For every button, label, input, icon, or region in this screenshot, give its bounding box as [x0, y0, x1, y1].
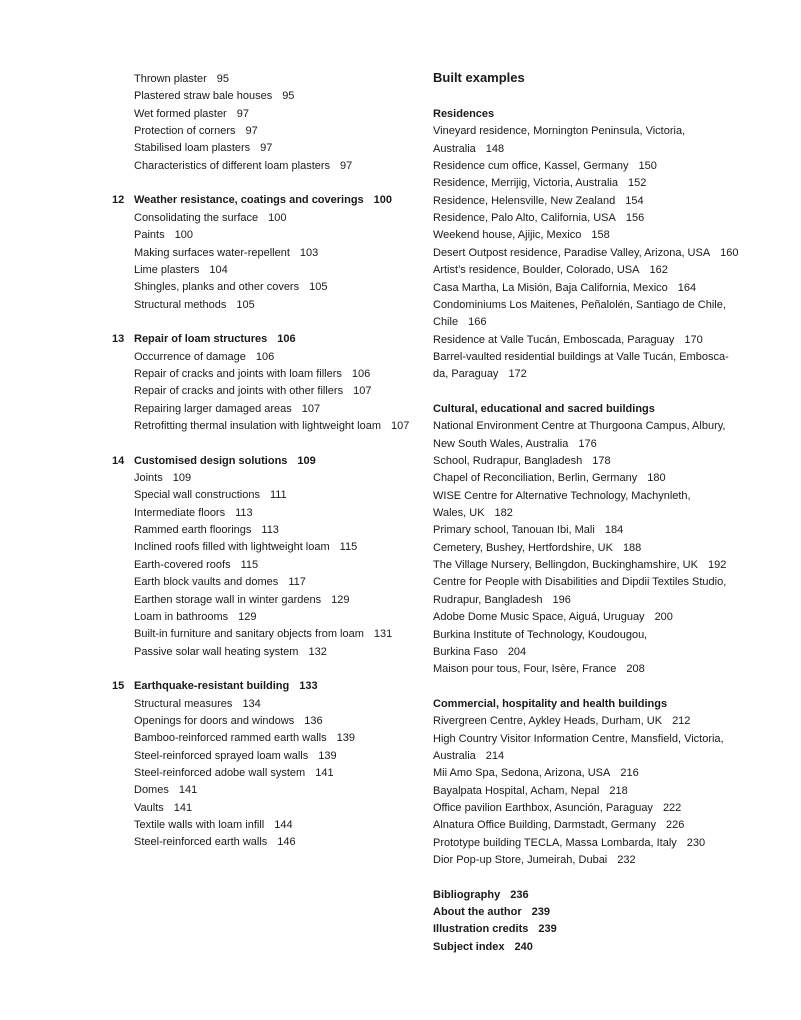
entry-title: Paints: [134, 229, 165, 242]
entry-title: Australia: [433, 749, 476, 762]
toc-entry: [433, 333, 703, 347]
toc-entry: [134, 159, 352, 173]
page-number: 162: [649, 264, 668, 277]
page-number: 152: [628, 177, 647, 190]
entry-title: Residence, Helensville, New Zealand: [433, 194, 616, 207]
toc-entry: [433, 124, 685, 138]
page-number: 131: [373, 628, 393, 641]
toc-entry: [433, 159, 657, 173]
entry-title: Rivergreen Centre, Aykley Heads, Durham, UK: [433, 715, 663, 728]
toc-entry: [433, 853, 636, 867]
toc-entry: [433, 645, 526, 659]
page-number: 226: [665, 819, 685, 832]
page-number: 239: [531, 906, 550, 919]
entry-title: Shingles, planks and other covers: [134, 281, 300, 294]
entry-title: Passive solar wall heating system: [134, 645, 299, 658]
chapter-title: [134, 679, 318, 693]
page-number: 172: [508, 368, 527, 381]
entry-title: Weather resistance, coatings and coverings: [134, 194, 364, 207]
entry-title: Condominiums Los Maitenes, Peñalolén, Santiago de Chile,: [433, 298, 726, 311]
entry-title: The Village Nursery, Bellingdon, Buckinghamshire, UK: [433, 559, 698, 572]
entry-title: About the author: [433, 906, 522, 919]
page-number: 129: [331, 593, 350, 606]
entry-title: Earthquake-resistant building: [134, 680, 290, 693]
toc-entry: [134, 107, 249, 121]
toc-entry: [433, 732, 724, 746]
entry-title: Thrown plaster: [134, 73, 207, 85]
entry-title: Barrel-vaulted residential buildings at Valle Tucán, Embosca-: [433, 350, 729, 363]
page-number: 113: [261, 524, 279, 537]
toc-entry: [433, 315, 486, 329]
entry-title: Residence, Palo Alto, California, USA: [433, 212, 616, 225]
page-number: 97: [245, 125, 258, 138]
entry-title: Structural methods: [134, 298, 227, 311]
toc-entry: [134, 714, 323, 728]
entry-title: Repair of loam structures: [134, 333, 268, 346]
entry-title: Subject index: [433, 940, 505, 953]
page-number: 115: [339, 541, 358, 554]
toc-entry: [134, 645, 327, 659]
page-number: 184: [604, 524, 624, 537]
entry-title: Textile walls with loam infill: [134, 819, 265, 832]
entry-title: Prototype building TECLA, Massa Lombarda, Italy: [433, 836, 677, 849]
page-number: 109: [297, 454, 316, 467]
subsection-heading: Residences: [433, 108, 495, 120]
page-number: 111: [269, 489, 287, 502]
toc-entry: [433, 714, 690, 728]
page-number: 97: [236, 107, 249, 120]
entry-title: Office pavilion Earthbox, Asunción, Paraguay: [433, 802, 653, 814]
toc-entry: [433, 437, 597, 451]
page-number: 150: [638, 160, 657, 173]
page-number: 106: [255, 350, 275, 363]
page-number: 180: [647, 472, 666, 485]
toc-entry: [134, 540, 357, 554]
entry-title: Joints: [134, 472, 163, 485]
toc-entry: [134, 211, 287, 225]
chapter-number: 13: [112, 333, 125, 346]
page-number: 178: [592, 455, 611, 467]
toc-entry: [433, 523, 623, 537]
toc-entry: [433, 541, 641, 555]
toc-entry: [134, 506, 253, 520]
entry-title: Repair of cracks and joints with loam fillers: [134, 367, 342, 380]
page-number: 208: [626, 663, 645, 676]
entry-title: Vaults: [134, 801, 164, 814]
entry-title: High Country Visitor Information Centre, Mansfield, Victoria,: [433, 732, 724, 745]
entry-title: Plastered straw bale houses: [134, 90, 273, 103]
page-number: 144: [274, 819, 293, 832]
toc-entry: [134, 558, 258, 572]
toc-entry: [433, 489, 691, 503]
toc-entry: [134, 367, 370, 381]
page-number: 240: [514, 940, 533, 953]
page-number: 188: [622, 541, 642, 554]
entry-title: Rudrapur, Bangladesh: [433, 593, 543, 606]
chapter-title: [134, 454, 316, 468]
page-number: 200: [654, 611, 673, 624]
entry-title: Alnatura Office Building, Darmstadt, Germany: [433, 819, 656, 832]
page-number: 164: [677, 281, 697, 294]
page-number: 141: [178, 784, 198, 797]
toc-entry: [134, 246, 318, 260]
toc-entry: [433, 471, 666, 485]
toc-entry: [433, 263, 668, 277]
toc-entry: [134, 801, 192, 815]
toc-entry: [433, 228, 610, 242]
entry-title: Earthen storage wall in winter gardens: [134, 593, 322, 606]
page-number: 166: [468, 316, 487, 329]
chapter-number: 15: [112, 680, 125, 693]
entry-title: Special wall constructions: [134, 489, 260, 502]
toc-entry: [433, 298, 726, 312]
entry-title: Residence at Valle Tucán, Emboscada, Paraguay: [433, 333, 675, 346]
page-number: 239: [538, 923, 557, 936]
toc-entry: [134, 731, 355, 745]
toc-entry: [134, 402, 320, 416]
entry-title: Adobe Dome Music Space, Aiguá, Uruguay: [433, 611, 645, 624]
toc-entry: [134, 610, 257, 624]
page-number: 105: [309, 281, 328, 294]
page-number: 139: [336, 732, 355, 745]
toc-entry: [433, 281, 696, 295]
toc-entry: [134, 523, 279, 537]
entry-title: Repairing larger damaged areas: [134, 402, 292, 415]
entry-title: Stabilised loam plasters: [134, 142, 251, 155]
entry-title: Steel-reinforced sprayed loam walls: [134, 749, 309, 762]
toc-entry: [433, 246, 739, 260]
page-number: 232: [617, 854, 636, 867]
entry-title: Artist’s residence, Boulder, Colorado, USA: [433, 264, 640, 277]
page-number: 204: [507, 645, 527, 658]
entry-title: Loam in bathrooms: [134, 610, 229, 623]
page-number: 218: [609, 784, 628, 797]
entry-title: Making surfaces water-repellent: [134, 246, 290, 259]
page-number: 170: [684, 333, 703, 346]
toc-entry: [433, 801, 681, 815]
entry-title: Mii Amo Spa, Sedona, Arizona, USA: [433, 767, 611, 780]
entry-title: Built-in furniture and sanitary objects from loam: [134, 628, 364, 641]
toc-entry: [433, 610, 673, 624]
toc-entry: [134, 835, 296, 849]
entry-title: Protection of corners: [134, 125, 236, 138]
toc-entry: [134, 575, 306, 589]
toc-entry: [134, 89, 294, 103]
entry-title: Chapel of Reconciliation, Berlin, Germany: [433, 472, 638, 485]
toc-entry: [134, 72, 229, 86]
entry-title: National Environment Centre at Thurgoona Campus, Albury,: [433, 420, 726, 433]
page-number: 134: [242, 697, 261, 710]
entry-title: Wet formed plaster: [134, 107, 227, 120]
toc-entry: [134, 488, 287, 502]
toc-entry: [134, 228, 193, 242]
entry-title: New South Wales, Australia: [433, 437, 569, 450]
entry-title: Consolidating the surface: [134, 211, 259, 224]
toc-entry: [433, 506, 513, 520]
toc-entry: [433, 575, 726, 589]
page-number: 148: [485, 142, 505, 155]
toc-entry: [134, 627, 392, 641]
page-number: 156: [625, 212, 645, 225]
toc-entry: [433, 367, 527, 381]
toc-entry: [134, 766, 334, 780]
entry-title: da, Paraguay: [433, 368, 499, 381]
page-number: 103: [299, 246, 319, 259]
page-number: 100: [268, 211, 287, 224]
toc-entry: [433, 593, 571, 607]
toc-entry: [433, 194, 644, 208]
entry-title: Domes: [134, 784, 169, 797]
page-number: 146: [277, 836, 296, 849]
page-number: 113: [235, 506, 253, 519]
page-number: 132: [308, 645, 327, 658]
back-matter-entry: [433, 905, 550, 919]
entry-title: Earth-covered roofs: [134, 558, 231, 571]
toc-entry: [134, 749, 337, 763]
entry-title: Primary school, Tanouan Ibi, Mali: [433, 524, 595, 537]
toc-entry: [433, 818, 684, 832]
chapter-title: [134, 332, 296, 346]
entry-title: Dior Pop-up Store, Jumeirah, Dubai: [433, 854, 608, 867]
page-number: 212: [672, 715, 691, 728]
entry-title: Inclined roofs filled with lightweight loam: [134, 541, 330, 554]
entry-title: Wales, UK: [433, 507, 485, 520]
page-number: 196: [552, 593, 571, 606]
toc-entry: [134, 263, 228, 277]
entry-title: Residence cum office, Kassel, Germany: [433, 160, 629, 173]
entry-title: Casa Martha, La Misión, Baja California, Mexico: [433, 281, 668, 294]
subsection-heading: Cultural, educational and sacred buildings: [433, 402, 655, 415]
page-number: 230: [686, 836, 706, 849]
page-number: 107: [353, 385, 372, 398]
toc-entry: [433, 749, 504, 763]
toc-entry: [134, 697, 261, 711]
toc-entry: [134, 384, 371, 398]
toc-entry: [134, 124, 258, 138]
entry-title: Illustration credits: [433, 923, 529, 936]
toc-entry: [433, 558, 726, 572]
page-number: 106: [277, 333, 296, 346]
toc-entry: [433, 836, 705, 850]
entry-title: Burkina Faso: [433, 645, 498, 658]
page-number: 97: [260, 142, 273, 155]
page-number: 100: [373, 194, 393, 207]
page-number: 176: [578, 437, 597, 450]
entry-title: WISE Centre for Alternative Technology, Machynleth,: [433, 489, 691, 502]
toc-entry: [134, 818, 293, 832]
entry-title: Earth block vaults and domes: [134, 576, 279, 589]
page-number: 115: [240, 558, 259, 571]
entry-title: Desert Outpost residence, Paradise Valley, Arizona, USA: [433, 246, 711, 259]
chapter-number: 12: [112, 194, 125, 207]
page-number: 97: [340, 159, 353, 172]
page-number: 160: [720, 246, 739, 259]
entry-title: Centre for People with Disabilities and Dipdii Textiles Studio,: [433, 576, 727, 589]
page-number: 154: [625, 194, 644, 207]
entry-title: Maison pour tous, Four, Isère, France: [433, 663, 617, 676]
entry-title: Chile: [433, 316, 459, 329]
entry-title: Australia: [433, 142, 476, 155]
back-matter-entry: [433, 922, 557, 936]
entry-title: Vineyard residence, Mornington Peninsula, Victoria,: [433, 125, 686, 138]
page-number: 141: [315, 767, 334, 779]
entry-title: Steel-reinforced adobe wall system: [134, 767, 306, 779]
toc-entry: [134, 141, 272, 155]
entry-title: Characteristics of different loam plasters: [134, 159, 331, 172]
page-number: 222: [662, 802, 682, 814]
toc-entry: [134, 298, 255, 312]
page-number: 117: [288, 576, 306, 589]
toc-entry: [134, 350, 274, 364]
entry-title: Intermediate floors: [134, 506, 226, 519]
page-number: 106: [351, 367, 371, 380]
toc-entry: [433, 419, 725, 433]
entry-title: Residence, Merrijig, Victoria, Australia: [433, 177, 619, 190]
toc-entry: [433, 454, 611, 468]
toc-entry: [134, 783, 197, 797]
chapter-number: 14: [112, 454, 125, 467]
toc-entry: [433, 142, 504, 156]
entry-title: Bayalpata Hospital, Acham, Nepal: [433, 784, 600, 797]
entry-title: Customised design solutions: [134, 454, 288, 467]
toc-entry: [134, 471, 191, 485]
entry-title: Bamboo-reinforced rammed earth walls: [134, 732, 327, 745]
back-matter-entry: [433, 888, 529, 902]
toc-entry: [433, 176, 646, 190]
section-title: Built examples: [433, 70, 525, 85]
page-number: 95: [216, 73, 230, 85]
page-number: 216: [620, 767, 639, 780]
entry-title: Openings for doors and windows: [134, 714, 295, 727]
entry-title: Retrofitting thermal insulation with lightweight loam: [134, 420, 382, 432]
entry-title: Occurrence of damage: [134, 350, 246, 363]
page-number: 139: [318, 749, 337, 762]
toc-entry: [433, 211, 644, 225]
toc-entry: [134, 419, 409, 433]
page-number: 104: [209, 263, 228, 276]
entry-title: Repair of cracks and joints with other fillers: [134, 385, 344, 398]
back-matter-entry: [433, 940, 533, 954]
page-number: 107: [301, 402, 321, 415]
entry-title: Bibliography: [433, 888, 501, 901]
entry-title: Weekend house, Ajijic, Mexico: [433, 229, 582, 242]
subsection-heading: Commercial, hospitality and health buildings: [433, 697, 668, 710]
page-number: 182: [494, 507, 513, 520]
toc-entry: [433, 784, 628, 798]
entry-title: School, Rudrapur, Bangladesh: [433, 455, 583, 467]
page-number: 214: [485, 749, 505, 762]
entry-title: Cemetery, Bushey, Hertfordshire, UK: [433, 541, 613, 554]
toc-entry: [134, 593, 349, 607]
toc-entry: [134, 280, 327, 294]
page-number: 107: [391, 420, 410, 432]
page-number: 192: [707, 559, 727, 572]
page-number: 133: [299, 680, 318, 693]
entry-title: Burkina Institute of Technology, Koudougou,: [433, 628, 648, 641]
page-number: 158: [591, 229, 610, 242]
page-number: 95: [282, 90, 295, 103]
toc-entry: [433, 662, 645, 676]
entry-title: Structural measures: [134, 697, 233, 710]
entry-title: Lime plasters: [134, 263, 200, 276]
page-number: 236: [510, 888, 529, 901]
page-number: 136: [304, 714, 323, 727]
page-number: 141: [173, 801, 193, 814]
page-number: 100: [174, 229, 193, 242]
entry-title: Rammed earth floorings: [134, 524, 252, 537]
toc-entry: [433, 350, 729, 364]
page-number: 105: [236, 298, 255, 311]
toc-entry: [433, 628, 647, 642]
entry-title: Steel-reinforced earth walls: [134, 836, 268, 849]
page-number: 129: [238, 610, 257, 623]
chapter-title: [134, 193, 392, 207]
page-number: 109: [172, 472, 192, 485]
toc-entry: [433, 766, 639, 780]
